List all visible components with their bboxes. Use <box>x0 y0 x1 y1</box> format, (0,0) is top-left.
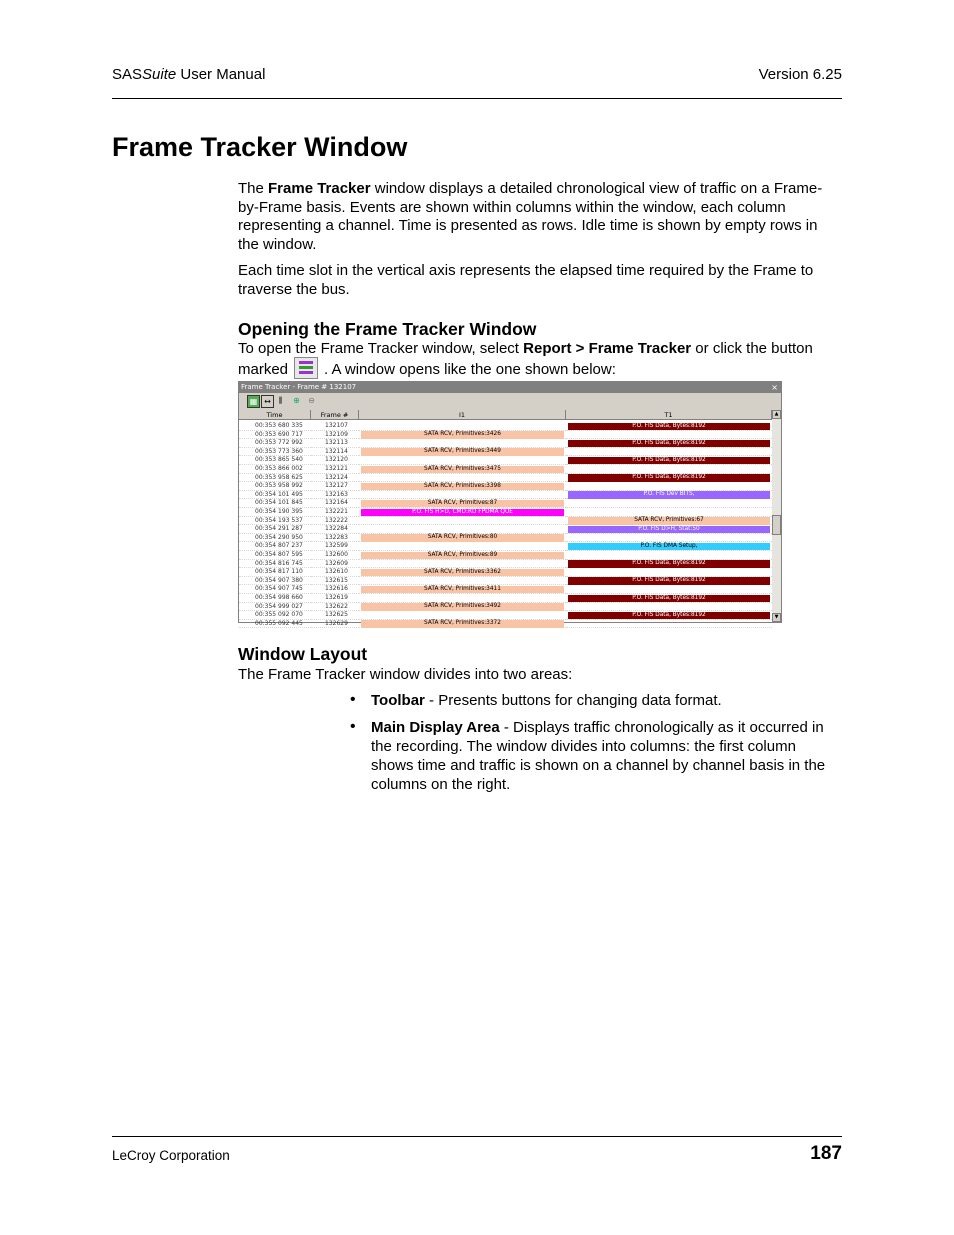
i1-cell <box>359 422 566 431</box>
window-layout-intro: The Frame Tracker window divides into two areas: <box>238 666 573 683</box>
event-block[interactable]: P.O. FIS H>D, CMD:RD FPDMA QUE <box>361 509 564 517</box>
page-title: Frame Tracker Window <box>112 132 408 162</box>
i1-cell <box>359 508 566 517</box>
i1-cell <box>359 568 566 577</box>
opening-paragraph: To open the Frame Tracker window, select Report > Frame Tracker or click the button marked . A window opens like the one shown below: <box>238 340 813 378</box>
time-cell: 00:354 907 380 <box>239 577 311 586</box>
i1-cell <box>359 491 566 500</box>
time-cell: 00:354 290 950 <box>239 534 311 543</box>
event-block[interactable]: P.O. FIS Data, Bytes:8192 <box>568 474 770 482</box>
time-cell: 00:354 291 287 <box>239 525 311 534</box>
column-header-frame[interactable]: Frame # <box>311 410 359 420</box>
t1-cell <box>566 499 772 508</box>
t1-cell <box>566 474 772 483</box>
i1-cell <box>359 594 566 603</box>
i1-cell <box>359 577 566 586</box>
event-block[interactable]: SATA RCV, Primitives:67 <box>568 517 770 525</box>
time-cell: 00:353 773 360 <box>239 448 311 457</box>
t1-cell <box>566 603 772 612</box>
footer-rule <box>112 1136 842 1137</box>
t1-cell <box>566 448 772 457</box>
i1-cell <box>359 499 566 508</box>
time-cell: 00:353 958 625 <box>239 474 311 483</box>
table-row[interactable] <box>239 491 772 500</box>
frame-number-cell: 132600 <box>311 551 359 560</box>
intro-paragraph-1: The Frame Tracker window displays a detailed chronological view of traffic on a Frame-by-Frame basis. Events are shown within columns within the window, each column representing a channel. Time is presented as rows. Idle time is shown by empty rows in the window. <box>238 180 823 253</box>
event-block[interactable]: SATA RCV, Primitives:3372 <box>361 620 564 628</box>
arrows-icon[interactable]: ↔ <box>261 395 274 408</box>
i1-cell <box>359 525 566 534</box>
table-row[interactable] <box>239 448 772 457</box>
table-row[interactable] <box>239 585 772 594</box>
table-row[interactable] <box>239 534 772 543</box>
event-block[interactable]: SATA RCV, Primitives:3398 <box>361 483 564 491</box>
list-item: • Toolbar - Presents buttons for changing data format. <box>350 691 722 709</box>
i1-cell <box>359 534 566 543</box>
frame-number-cell: 132107 <box>311 422 359 431</box>
event-block[interactable]: P.O. FIS Data, Bytes:8192 <box>568 560 770 568</box>
i1-cell <box>359 517 566 526</box>
frame-number-cell: 132163 <box>311 491 359 500</box>
window-titlebar: Frame Tracker - Frame # 132107 × <box>239 382 781 393</box>
frame-tracker-button-icon <box>294 357 318 379</box>
frame-number-cell: 132609 <box>311 560 359 569</box>
t1-cell <box>566 611 772 620</box>
frame-number-cell: 132283 <box>311 534 359 543</box>
column-header-t1[interactable]: T1 <box>566 410 772 420</box>
t1-cell <box>566 491 772 500</box>
t1-cell <box>566 568 772 577</box>
table-row[interactable] <box>239 560 772 569</box>
running-header-version: Version 6.25 <box>758 66 842 83</box>
i1-cell <box>359 620 566 629</box>
frame-number-cell: 132164 <box>311 499 359 508</box>
event-block[interactable]: SATA RCV, Primitives:3426 <box>361 431 564 439</box>
frame-number-cell: 132629 <box>311 620 359 629</box>
opening-heading: Opening the Frame Tracker Window <box>238 319 537 339</box>
frame-tracker-window <box>238 381 782 627</box>
t1-cell <box>566 534 772 543</box>
table-row[interactable] <box>239 525 772 534</box>
frame-number-cell: 132619 <box>311 594 359 603</box>
i1-cell <box>359 431 566 440</box>
t1-cell <box>566 456 772 465</box>
i1-cell <box>359 560 566 569</box>
i1-cell <box>359 611 566 620</box>
frame-number-cell: 132109 <box>311 431 359 440</box>
grid-icon[interactable]: ▦ <box>247 395 260 408</box>
event-block[interactable]: P.O. FIS DMA Setup, <box>568 543 770 551</box>
page-number: 187 <box>810 1143 842 1164</box>
event-block[interactable]: P.O. FIS Dev BITS, <box>568 491 770 499</box>
list-item: • Main Display Area - Displays traffic chronologically as it occurred in the recording. The window divides into columns: the first column shows time and traffic is shown on a channel by channel basis in the columns on the right. <box>350 718 826 793</box>
table-row[interactable] <box>239 482 772 491</box>
column-header-i1[interactable]: I1 <box>359 410 566 420</box>
bullet-icon: • <box>350 718 356 735</box>
table-row[interactable] <box>239 431 772 440</box>
event-block[interactable]: P.O. FIS Data, Bytes:8192 <box>568 612 770 620</box>
t1-cell <box>566 482 772 491</box>
column-header-time[interactable]: Time <box>239 410 311 420</box>
frame-number-cell: 132127 <box>311 482 359 491</box>
frame-number-cell: 132284 <box>311 525 359 534</box>
i1-cell <box>359 482 566 491</box>
time-cell: 00:353 866 002 <box>239 465 311 474</box>
t1-cell <box>566 431 772 440</box>
t1-cell <box>566 542 772 551</box>
time-cell: 00:353 690 717 <box>239 431 311 440</box>
time-cell: 00:354 999 027 <box>239 603 311 612</box>
table-row[interactable] <box>239 439 772 448</box>
event-block[interactable]: P.O. FIS Data, Bytes:8192 <box>568 577 770 585</box>
event-block[interactable]: SATA RCV, Primitives:3362 <box>361 569 564 577</box>
frame-number-cell: 132610 <box>311 568 359 577</box>
bullet-icon: • <box>350 691 356 708</box>
frame-number-cell: 132599 <box>311 542 359 551</box>
time-cell: 00:354 101 495 <box>239 491 311 500</box>
t1-cell <box>566 620 772 629</box>
vertical-scrollbar[interactable] <box>772 410 781 622</box>
frame-number-cell: 132124 <box>311 474 359 483</box>
time-cell: 00:354 807 237 <box>239 542 311 551</box>
i1-cell <box>359 456 566 465</box>
t1-cell <box>566 422 772 431</box>
t1-cell <box>566 525 772 534</box>
table-row[interactable] <box>239 620 772 629</box>
table-row[interactable] <box>239 611 772 620</box>
frame-number-cell: 132615 <box>311 577 359 586</box>
table-row[interactable] <box>239 499 772 508</box>
table-row[interactable] <box>239 474 772 483</box>
event-block[interactable]: P.O. FIS Data, Bytes:8192 <box>568 595 770 603</box>
time-cell: 00:353 772 992 <box>239 439 311 448</box>
time-cell: 00:353 958 992 <box>239 482 311 491</box>
time-cell: 00:353 680 335 <box>239 422 311 431</box>
table-row[interactable] <box>239 551 772 560</box>
i1-cell <box>359 439 566 448</box>
t1-cell <box>566 465 772 474</box>
table-row[interactable] <box>239 465 772 474</box>
event-block[interactable]: P.O. FIS Data, Bytes:8192 <box>568 440 770 448</box>
event-block[interactable]: P.O. FIS Data, Bytes:8192 <box>568 457 770 465</box>
scroll-down-icon[interactable]: ▼ <box>772 613 781 622</box>
frame-number-cell: 132622 <box>311 603 359 612</box>
layout-bullet-list <box>350 691 842 802</box>
event-block[interactable]: SATA RCV, Primitives:80 <box>361 534 564 542</box>
event-block[interactable]: SATA RCV, Primitives:3411 <box>361 586 564 594</box>
event-block[interactable]: SATA RCV, Primitives:87 <box>361 500 564 508</box>
header-rule <box>112 98 842 99</box>
table-row[interactable] <box>239 422 772 431</box>
frame-number-cell: 132221 <box>311 508 359 517</box>
time-cell: 00:354 190 395 <box>239 508 311 517</box>
window-layout-heading: Window Layout <box>238 644 368 664</box>
time-cell: 00:354 101 845 <box>239 499 311 508</box>
time-cell: 00:355 092 445 <box>239 620 311 629</box>
frame-number-cell: 132114 <box>311 448 359 457</box>
table-row[interactable] <box>239 542 772 551</box>
event-block[interactable]: P.O. FIS Data, Bytes:8192 <box>568 423 770 431</box>
table-row[interactable] <box>239 517 772 526</box>
table-row[interactable] <box>239 568 772 577</box>
window-toolbar <box>239 393 781 409</box>
zoom-in-icon[interactable]: ⊕ <box>293 396 300 405</box>
event-block[interactable]: SATA RCV, Primitives:89 <box>361 552 564 560</box>
i1-cell <box>359 448 566 457</box>
i1-cell <box>359 603 566 612</box>
t1-cell <box>566 439 772 448</box>
t1-cell <box>566 517 772 526</box>
tracker-grid <box>239 410 772 627</box>
frame-number-cell: 132121 <box>311 465 359 474</box>
table-row[interactable] <box>239 603 772 612</box>
event-block[interactable]: P.O. FIS D>H, Stat:50 <box>568 526 770 534</box>
zoom-out-icon[interactable]: ⊖ <box>308 396 315 405</box>
time-cell: 00:354 816 745 <box>239 560 311 569</box>
time-cell: 00:355 092 070 <box>239 611 311 620</box>
frame-number-cell: 132625 <box>311 611 359 620</box>
table-row[interactable] <box>239 508 772 517</box>
i1-cell <box>359 542 566 551</box>
i1-cell <box>359 585 566 594</box>
frame-number-cell: 132616 <box>311 585 359 594</box>
time-cell: 00:354 193 537 <box>239 517 311 526</box>
intro-paragraph-2: Each time slot in the vertical axis represents the elapsed time required by the Frame to traverse the bus. <box>238 262 814 298</box>
scroll-thumb[interactable] <box>772 515 781 535</box>
frame-number-cell: 132120 <box>311 456 359 465</box>
time-cell: 00:354 807 595 <box>239 551 311 560</box>
frame-number-cell: 132113 <box>311 439 359 448</box>
footer-company: LeCroy Corporation <box>112 1148 230 1163</box>
time-cell: 00:353 865 540 <box>239 456 311 465</box>
time-cell: 00:354 998 660 <box>239 594 311 603</box>
t1-cell <box>566 560 772 569</box>
table-row[interactable] <box>239 577 772 586</box>
running-header-title: SASSuite User Manual <box>112 66 266 83</box>
i1-cell <box>359 465 566 474</box>
i1-cell <box>359 474 566 483</box>
close-icon[interactable]: × <box>771 383 778 392</box>
frame-number-cell: 132222 <box>311 517 359 526</box>
t1-cell <box>566 577 772 586</box>
event-block[interactable]: SATA RCV, Primitives:3492 <box>361 603 564 611</box>
t1-cell <box>566 551 772 560</box>
time-cell: 00:354 907 745 <box>239 585 311 594</box>
t1-cell <box>566 585 772 594</box>
table-row[interactable] <box>239 456 772 465</box>
event-block[interactable]: SATA RCV, Primitives:3449 <box>361 448 564 456</box>
scroll-up-icon[interactable]: ▲ <box>772 410 781 419</box>
table-row[interactable] <box>239 594 772 603</box>
i1-cell <box>359 551 566 560</box>
time-cell: 00:354 817 110 <box>239 568 311 577</box>
columns-icon[interactable]: ⫼ <box>278 396 283 405</box>
t1-cell <box>566 594 772 603</box>
event-block[interactable]: SATA RCV, Primitives:3475 <box>361 466 564 474</box>
t1-cell <box>566 508 772 517</box>
